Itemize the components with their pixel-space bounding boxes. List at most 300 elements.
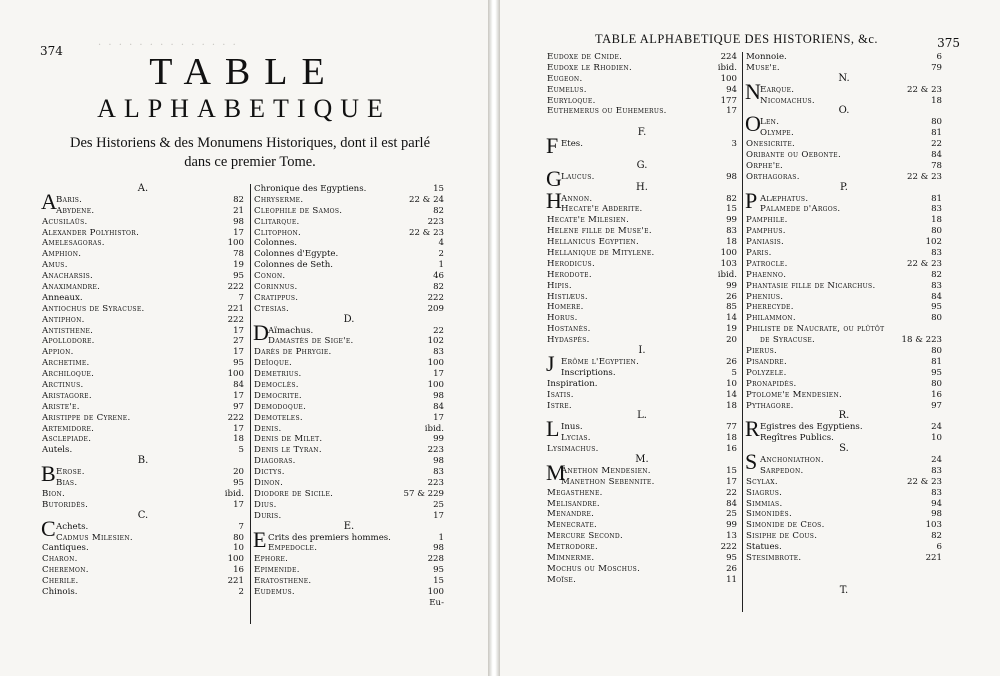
index-entry	[547, 270, 737, 281]
entry-page-ref: 2	[238, 586, 244, 597]
entry-name: Homere.	[547, 302, 584, 313]
entry-page-ref: 85	[726, 302, 737, 313]
section-letter-heading	[746, 444, 942, 455]
entry-page-ref: 22 & 23	[907, 476, 942, 487]
entry-page-ref: 84	[931, 150, 942, 161]
entry-page-ref: 103	[720, 258, 737, 269]
index-entry	[746, 368, 942, 379]
entry-page-ref: 18	[726, 400, 737, 411]
book-gutter	[488, 0, 500, 676]
index-entry	[254, 543, 444, 554]
entry-page-ref: 177	[720, 95, 737, 106]
entry-page-ref: 222	[427, 292, 444, 303]
entry-page-ref: 84	[433, 401, 444, 412]
entry-page-ref: 83	[726, 226, 737, 237]
section-letter: T.	[839, 584, 849, 596]
left-page	[0, 0, 488, 676]
index-entry	[547, 499, 737, 510]
entry-name: Hostanès.	[547, 324, 591, 335]
entry-name: Pamphus.	[746, 226, 786, 237]
entry-name: Siagrus.	[746, 487, 783, 498]
index-column-left-2	[254, 184, 444, 609]
entry-page-ref: 26	[726, 291, 737, 302]
entry-name: Cleophile de Samos.	[254, 205, 343, 216]
entry-name: Phaenno.	[746, 269, 787, 280]
entry-page-ref: 95	[233, 358, 244, 369]
entry-page-ref: 5	[731, 367, 737, 378]
entry-page-ref: 228	[427, 554, 444, 565]
entry-name: Antiochus de Syracuse.	[42, 303, 145, 314]
entry-name: Eugeon.	[547, 73, 583, 84]
entry-name: Denis le Tyran.	[254, 445, 322, 456]
entry-name: Mochus ou Moschus.	[547, 563, 641, 574]
entry-page-ref: 17	[233, 423, 244, 434]
index-entry	[547, 226, 737, 237]
index-entry	[547, 237, 737, 248]
index-entry	[746, 477, 942, 488]
drop-cap-initial: H	[546, 187, 562, 213]
entry-name: Lysimachus.	[547, 444, 599, 455]
entry-page-ref: 83	[931, 248, 942, 259]
entry-page-ref: 18	[726, 237, 737, 248]
entry-page-ref: 22	[433, 325, 444, 336]
entry-name: Herodote.	[547, 269, 592, 280]
entry-page-ref: 57 & 229	[403, 488, 444, 499]
running-head: TABLE ALPHABETIQUE DES HISTORIENS, &c.	[595, 32, 879, 46]
entry-name: Earque.	[760, 84, 795, 95]
section-letter-heading	[42, 184, 244, 195]
entry-name: Hydaspès.	[547, 335, 590, 346]
index-entry	[547, 292, 737, 303]
index-entry	[254, 391, 444, 402]
entry-page-ref: 10	[931, 433, 942, 444]
entry-name: Autels.	[42, 445, 73, 456]
entry-name: Lycias.	[561, 433, 591, 444]
index-entry	[547, 542, 737, 553]
index-entry	[42, 293, 244, 304]
index-entry	[42, 358, 244, 369]
entry-page-ref: 83	[931, 465, 942, 476]
index-entry	[42, 391, 244, 402]
entry-page-ref: 10	[233, 543, 244, 554]
entry-page-ref: 82	[433, 282, 444, 293]
entry-page-ref: 22 & 24	[409, 194, 444, 205]
index-entry	[42, 402, 244, 413]
entry-page-ref: 83	[433, 347, 444, 358]
entry-page-ref: 6	[936, 52, 942, 62]
entry-page-ref: 77	[726, 422, 737, 433]
entry-page-ref: 18 & 223	[901, 335, 942, 346]
entry-name: Anneaux.	[42, 292, 83, 303]
entry-page-ref: 84	[931, 291, 942, 302]
entry-name: Aristagore.	[42, 390, 92, 401]
entry-page-ref: 17	[433, 412, 444, 423]
entry-page-ref: 2	[438, 249, 444, 260]
entry-name: Anchoniathon.	[760, 454, 824, 465]
entry-name: Cantiques.	[42, 543, 89, 554]
section-letter: S.	[839, 443, 849, 455]
entry-page-ref: 80	[931, 226, 942, 237]
entry-name: Aïmachus.	[268, 325, 314, 336]
entry-name: Arctinus.	[42, 380, 84, 391]
entry-page-ref: 16	[726, 444, 737, 455]
index-entry	[254, 380, 444, 391]
entry-name: Ariste'e.	[42, 401, 80, 412]
entry-page-ref: 15	[433, 184, 444, 194]
entry-page-ref: 17	[233, 499, 244, 510]
section-letter: M.	[635, 453, 649, 465]
entry-page-ref: 26	[726, 563, 737, 574]
entry-name: Inspiration.	[547, 378, 598, 389]
entry-name: Olympe.	[760, 128, 794, 139]
entry-name: Damastès de Sige'e.	[268, 336, 354, 347]
index-entry	[42, 543, 244, 554]
entry-page-ref: 17	[233, 347, 244, 358]
entry-name: Orthagoras.	[746, 171, 800, 182]
entry-page-ref: 16	[931, 389, 942, 400]
index-entry	[254, 206, 444, 217]
entry-page-ref: 221	[925, 552, 942, 563]
entry-page-ref: 83	[433, 467, 444, 478]
index-entry	[746, 553, 942, 564]
entry-page-ref: ibid.	[424, 423, 444, 434]
entry-page-ref: 82	[931, 531, 942, 542]
entry-name: Manethon Sebennite.	[561, 476, 655, 487]
index-entry	[42, 434, 244, 445]
entry-page-ref: 222	[227, 412, 244, 423]
entry-name: Epimenide.	[254, 565, 300, 576]
index-entry	[746, 357, 942, 368]
entry-name: Philammon.	[746, 313, 796, 324]
index-entry	[254, 238, 444, 249]
index-entry	[746, 161, 942, 172]
entry-name: Pamphile.	[746, 215, 788, 226]
entry-page-ref: 223	[427, 445, 444, 456]
index-entry	[746, 531, 942, 542]
section-letter: A.	[137, 183, 149, 194]
entry-page-ref: ibid.	[224, 488, 244, 499]
entry-page-ref: 22 & 23	[907, 258, 942, 269]
entry-page-ref: 224	[720, 52, 737, 62]
entry-name: Inus.	[561, 422, 583, 433]
index-entry	[254, 500, 444, 511]
index-entry	[547, 204, 737, 215]
entry-name: Isatis.	[547, 389, 574, 400]
entry-name: Menecrate.	[547, 520, 598, 531]
entry-name: Pherecyde.	[746, 302, 794, 313]
index-column-left-1	[42, 184, 244, 598]
index-entry	[254, 358, 444, 369]
entry-page-ref: 17	[233, 325, 244, 336]
entry-name: Orphe'e.	[746, 160, 784, 171]
index-entry	[254, 249, 444, 260]
index-entry	[254, 456, 444, 467]
index-entry	[42, 336, 244, 347]
entry-name: Chronique des Egyptiens.	[254, 184, 367, 194]
entry-page-ref: 82	[433, 205, 444, 216]
entry-page-ref: 102	[925, 237, 942, 248]
entry-page-ref: 97	[931, 400, 942, 411]
title-line-2: ALPHABETIQUE	[97, 94, 391, 123]
entry-page-ref: 3	[731, 139, 737, 150]
entry-name: Chinois.	[42, 586, 78, 597]
entry-page-ref: 82	[726, 193, 737, 204]
entry-name: Phantasie fille de Nicarchus.	[746, 280, 876, 291]
entry-name: Patrocle.	[746, 258, 788, 269]
entry-page-ref: 22 & 23	[409, 227, 444, 238]
entry-name: Mimnerme.	[547, 552, 595, 563]
section-letter-heading	[547, 455, 737, 466]
entry-name: Crits des premiers hommes.	[268, 532, 391, 543]
index-entry	[547, 63, 737, 74]
entry-name: Muse'e.	[746, 62, 780, 73]
entry-name: Euryloque.	[547, 95, 596, 106]
index-entry	[42, 315, 244, 326]
index-entry	[547, 302, 737, 313]
index-entry	[254, 478, 444, 489]
entry-page-ref: 83	[931, 280, 942, 291]
entry-page-ref: 84	[726, 498, 737, 509]
entry-name: Cadmus Milesien.	[56, 532, 133, 543]
section-letter: R.	[838, 410, 850, 422]
page-number-left: 374	[40, 44, 63, 58]
entry-name: Pisandre.	[746, 356, 787, 367]
section-letter: G.	[636, 159, 648, 171]
index-entry	[746, 226, 942, 237]
section-letter-heading	[746, 74, 942, 85]
entry-name: Sisiphe de Cous.	[746, 531, 818, 542]
entry-page-ref: 95	[931, 302, 942, 313]
index-entry	[42, 576, 244, 587]
entry-name: Helene fille de Muse'e.	[547, 226, 652, 237]
entry-name: Denis.	[254, 423, 282, 434]
entry-name: Paris.	[746, 248, 772, 259]
index-entry	[547, 281, 737, 292]
entry-name: Appion.	[42, 347, 74, 358]
entry-page-ref: 80	[931, 346, 942, 357]
index-entry	[42, 238, 244, 249]
index-entry	[547, 324, 737, 335]
section-letter: P.	[840, 181, 848, 193]
section-letter-heading	[42, 456, 244, 467]
entry-page-ref: 103	[925, 520, 942, 531]
entry-name: Erôme l'Egyptien.	[561, 356, 640, 367]
index-column-right-2	[746, 52, 942, 597]
entry-name: Annon.	[561, 193, 593, 204]
drop-cap-initial: F	[546, 133, 559, 159]
index-entry	[42, 260, 244, 271]
entry-name: Clitophon.	[254, 227, 302, 238]
entry-name: Pronapidès.	[746, 378, 797, 389]
index-entry	[746, 520, 942, 531]
entry-page-ref: 17	[433, 369, 444, 380]
index-entry	[254, 413, 444, 424]
entry-page-ref: 24	[931, 422, 942, 433]
entry-name: Dictys.	[254, 467, 285, 478]
entry-page-ref: 6	[936, 542, 942, 553]
entry-name: Eudemus.	[254, 586, 295, 597]
section-letter: F.	[637, 127, 647, 139]
index-entry	[547, 313, 737, 324]
section-letter: N.	[838, 72, 850, 84]
entry-name: Len.	[760, 117, 780, 128]
entry-page-ref: 99	[433, 434, 444, 445]
entry-page-ref: 221	[227, 303, 244, 314]
index-entry	[254, 554, 444, 565]
entry-name: Oribante ou Oebonte.	[746, 150, 841, 161]
entry-page-ref: 95	[931, 367, 942, 378]
index-entry	[254, 228, 444, 239]
entry-name: Acusilaüs.	[42, 216, 88, 227]
entry-page-ref: 98	[433, 456, 444, 467]
entry-page-ref: 98	[931, 509, 942, 520]
section-letter: O.	[838, 105, 850, 117]
entry-page-ref: 25	[726, 509, 737, 520]
entry-name: Palamede d'Argos.	[760, 204, 841, 215]
entry-page-ref: 78	[931, 160, 942, 171]
entry-page-ref: 95	[233, 478, 244, 489]
index-entry	[746, 270, 942, 281]
entry-name: Butoridès.	[42, 499, 89, 510]
entry-name: Statues.	[746, 542, 782, 553]
drop-cap-initial: R	[745, 416, 760, 442]
index-entry	[746, 237, 942, 248]
entry-name: Ephore.	[254, 554, 289, 565]
entry-name: Colonnes d'Egypte.	[254, 249, 339, 260]
index-entry	[547, 531, 737, 542]
entry-name: Melisandre.	[547, 498, 600, 509]
entry-page-ref: 22	[931, 139, 942, 150]
right-page	[500, 0, 1000, 676]
entry-name: Amus.	[42, 260, 68, 271]
entry-page-ref: 100	[427, 380, 444, 391]
entry-name: Abydene.	[56, 205, 95, 216]
entry-name: Empedocle.	[268, 543, 318, 554]
entry-page-ref: 11	[726, 574, 737, 585]
index-entry	[254, 576, 444, 587]
entry-page-ref: 222	[227, 314, 244, 325]
section-letter-heading	[547, 346, 737, 357]
entry-page-ref: 81	[931, 128, 942, 139]
drop-cap-initial: J	[546, 350, 555, 376]
entry-name: Phenius.	[746, 291, 784, 302]
index-entry	[547, 368, 737, 379]
entry-name: Egistres des Egyptiens.	[760, 422, 863, 433]
entry-page-ref: 95	[233, 271, 244, 282]
entry-name: Antiphon.	[42, 314, 85, 325]
entry-name: Demoteles.	[254, 412, 303, 423]
entry-page-ref: 97	[233, 401, 244, 412]
entry-page-ref: 17	[433, 510, 444, 521]
entry-page-ref: 98	[233, 216, 244, 227]
entry-page-ref: 1	[438, 532, 444, 543]
entry-page-ref: 26	[726, 356, 737, 367]
entry-page-ref: 83	[931, 487, 942, 498]
index-entry	[254, 195, 444, 206]
entry-page-ref: 223	[427, 216, 444, 227]
entry-page-ref: 80	[931, 378, 942, 389]
drop-cap-initial: G	[546, 165, 562, 191]
index-entry	[254, 424, 444, 435]
index-entry	[746, 499, 942, 510]
index-entry	[746, 379, 942, 390]
title-line-1: TABLE	[149, 51, 339, 93]
entry-name: Hellanique de Mitylene.	[547, 248, 655, 259]
entry-page-ref: 98	[433, 543, 444, 554]
index-entry	[746, 150, 942, 161]
entry-page-ref: 19	[726, 324, 737, 335]
entry-page-ref: 81	[931, 193, 942, 204]
entry-name: Cratippus.	[254, 292, 299, 303]
entry-name: Pierus.	[746, 346, 778, 357]
index-entry	[254, 347, 444, 358]
entry-name: de Syracuse.	[760, 335, 816, 346]
entry-page-ref: 17	[726, 476, 737, 487]
entry-name: Stesimbrote.	[746, 552, 802, 563]
index-entry	[42, 217, 244, 228]
entry-name: Demetrius.	[254, 369, 302, 380]
drop-cap-initial: A	[41, 188, 57, 214]
index-entry	[547, 74, 737, 85]
section-letter-heading	[746, 106, 942, 117]
entry-page-ref: 98	[726, 171, 737, 182]
section-letter-heading	[547, 183, 737, 194]
entry-name: Megasthene.	[547, 487, 603, 498]
index-entry	[42, 228, 244, 239]
index-column-right-1	[547, 52, 737, 586]
entry-page-ref: 22	[726, 487, 737, 498]
index-entry	[746, 128, 942, 139]
entry-page-ref: 18	[931, 95, 942, 106]
index-entry	[746, 346, 942, 357]
section-letter: B.	[137, 455, 149, 467]
entry-name: Apollodore.	[42, 336, 95, 347]
entry-page-ref: 22 & 23	[907, 84, 942, 95]
index-entry	[746, 466, 942, 477]
entry-name: Polyzele.	[746, 367, 787, 378]
section-letter: I.	[638, 345, 646, 357]
entry-page-ref: 19	[233, 260, 244, 271]
entry-name: Anaximandre.	[42, 282, 101, 293]
entry-page-ref: 4	[438, 238, 444, 249]
index-entry	[254, 565, 444, 576]
index-entry	[42, 565, 244, 576]
entry-name: Inscriptions.	[561, 367, 616, 378]
index-entry	[547, 215, 737, 226]
entry-name: Etes.	[561, 139, 583, 150]
entry-name: Duris.	[254, 510, 282, 521]
index-entry	[746, 204, 942, 215]
entry-page-ref: 14	[726, 313, 737, 324]
entry-name: Anethon Mendesien.	[561, 465, 651, 476]
section-letter: L.	[637, 410, 647, 422]
entry-page-ref: 100	[227, 369, 244, 380]
entry-page-ref: 94	[726, 84, 737, 95]
section-letter-heading	[254, 315, 444, 326]
spacer-row	[746, 575, 942, 586]
entry-page-ref: ibid.	[717, 62, 737, 73]
entry-name: Pythagore.	[746, 400, 794, 411]
index-entry	[547, 96, 737, 107]
entry-page-ref: 95	[726, 552, 737, 563]
index-entry	[254, 598, 444, 609]
drop-cap-initial: S	[745, 448, 758, 474]
section-letter-heading	[746, 183, 942, 194]
entry-page-ref: 15	[726, 465, 737, 476]
index-entry	[42, 271, 244, 282]
index-entry	[254, 434, 444, 445]
section-letter: H.	[636, 181, 648, 193]
